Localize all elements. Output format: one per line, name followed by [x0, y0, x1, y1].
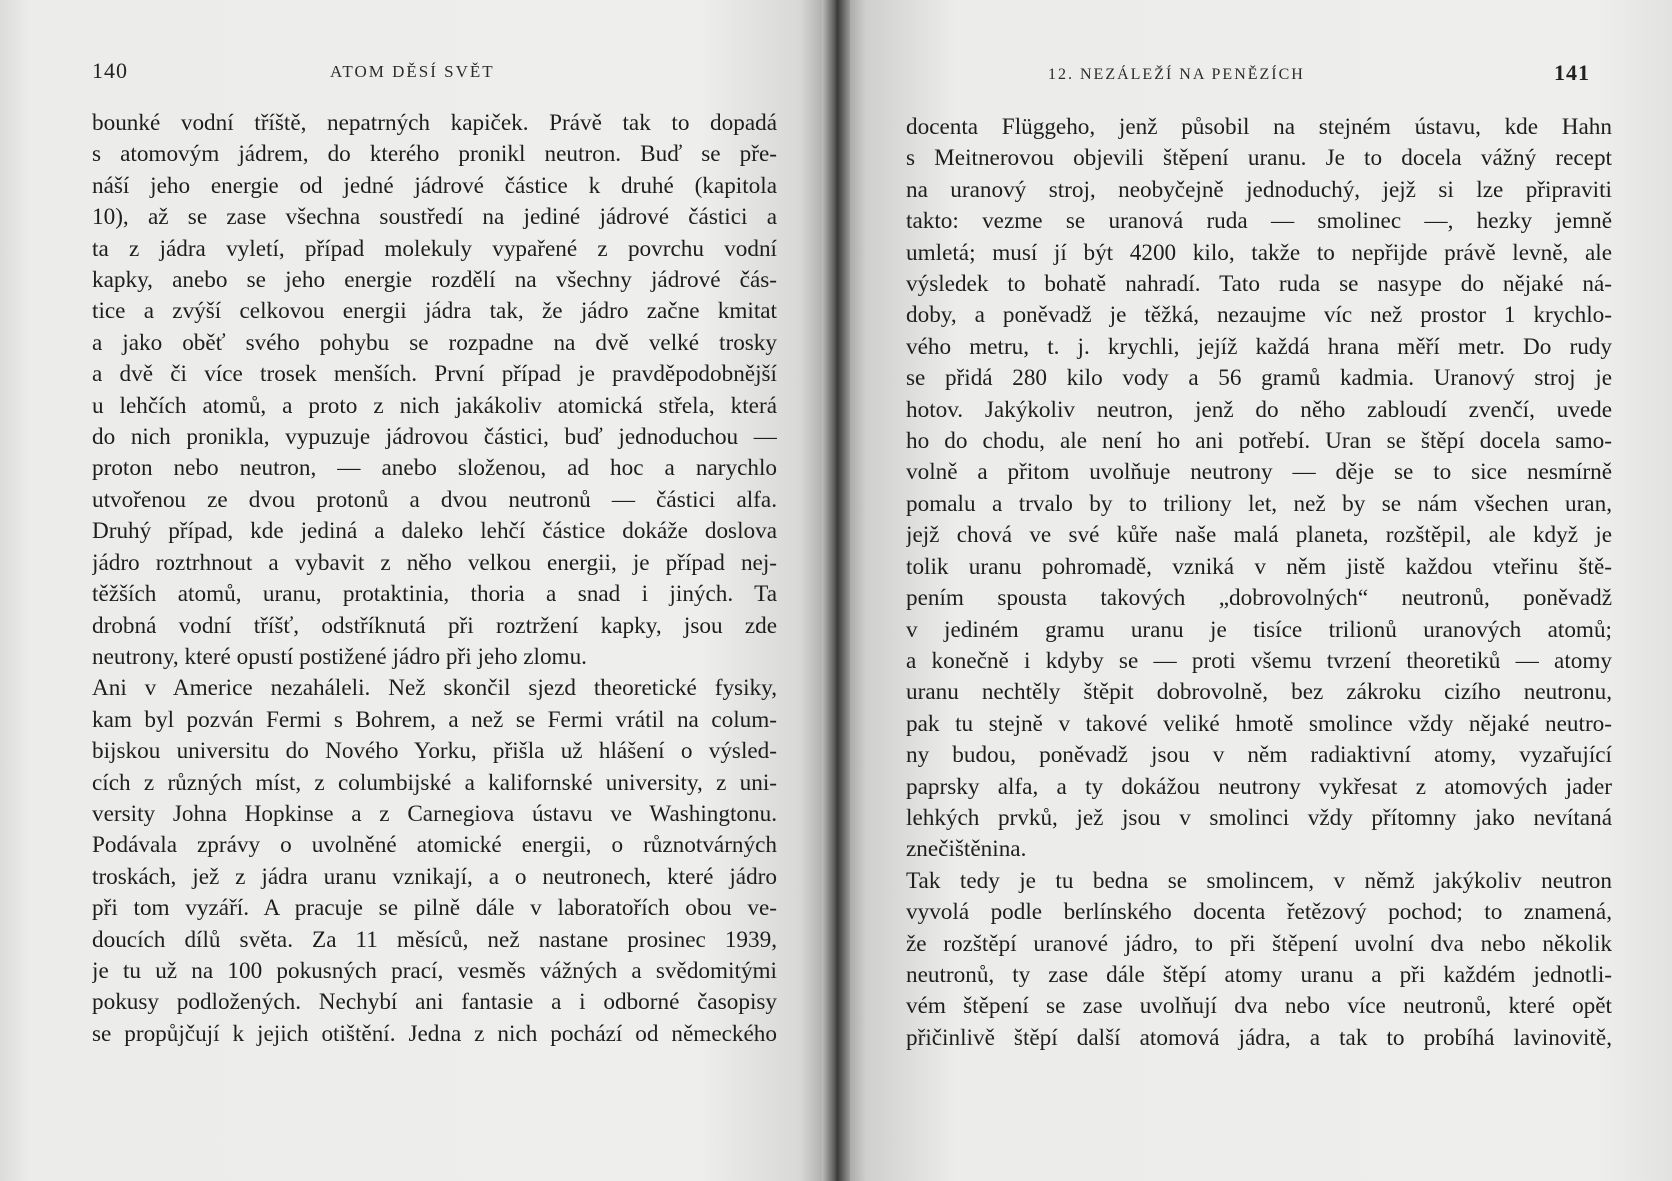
text-line: jádro roztrhnout a vybavit z něho velkou energii, je případ nej- — [92, 549, 777, 576]
text-line: se přidá 280 kilo vody a 56 gramů kadmia. Uranový stroj je — [906, 365, 1612, 392]
text-line: na uranový stroj, neobyčejně jednoduchý, jejž si lze připraviti — [906, 176, 1612, 203]
text-line: pením spousta takových „dobrovolných“ neutronů, poněvadž — [906, 585, 1612, 612]
right-page — [836, 0, 1672, 1181]
text-line: cích z různých míst, z columbijské a kalifornské university, z uni- — [92, 769, 777, 796]
running-head-right: 12. NEZÁLEŽÍ NA PENĚZÍCH — [1048, 66, 1305, 83]
running-head-left: ATOM DĚSÍ SVĚT — [330, 62, 495, 81]
right-page-text — [906, 112, 1612, 1054]
text-line: v jediném gramu uranu je tisíce trilionů uranových atomů; — [906, 616, 1612, 643]
left-page-text — [92, 108, 777, 1050]
page-number-right: 141 — [1554, 60, 1590, 85]
text-line: bijskou universitu do Nového Yorku, přišla už hlášení o výsled- — [92, 738, 777, 765]
text-line: že rozštěpí uranové jádro, to při štěpení uvolní dva nebo několik — [906, 930, 1612, 957]
text-line: vyvolá podle berlínského docenta řetězový pochod; to znamená, — [906, 899, 1612, 926]
text-line: vém štěpení se zase uvolňují dva nebo více neutronů, které opět — [906, 993, 1612, 1020]
text-line: ho do chodu, ale není ho ani potřebí. Uran se štěpí docela samo- — [906, 428, 1612, 455]
text-line: vého metru, t. j. krychli, jejíž každá hrana měří metr. Do rudy — [906, 333, 1612, 360]
text-line: proton nebo neutron, — anebo složenou, ad hoc a narychlo — [92, 455, 777, 482]
text-line: neutronů, ty zase dále štěpí atomy uranu a při každém jednotli- — [906, 961, 1612, 988]
text-line: pokusy podložených. Nechybí ani fantasie a i odborné časopisy — [92, 989, 777, 1016]
text-line: bounké vodní tříště, nepatrných kapiček. Právě tak to dopadá — [92, 110, 777, 136]
text-line: při tom vyzáří. A pracuje se pilně dále v laboratořích obou ve- — [92, 895, 777, 922]
text-line: znečištěnina. — [906, 836, 1027, 863]
text-line: ny budou, poněvadž jsou v něm radiaktivní atomy, vyzařující — [906, 742, 1612, 769]
text-line: kapky, anebo se jeho energie rozdělí na všechny jádrové čás- — [92, 267, 777, 294]
text-line: s atomovým jádrem, do kterého pronikl neutron. Buď se pře- — [92, 141, 777, 168]
text-line: 10), až se zase všechna soustředí na jediné jádrové částici a — [92, 204, 777, 231]
text-line: takto: vezme se uranová ruda — smolinec —, hezky jemně — [906, 208, 1612, 235]
text-line: a dvě či více trosek menších. První případ je pravděpodobnější — [92, 361, 777, 388]
text-line: versity Johna Hopkinse a z Carnegiova ústavu ve Washingtonu. — [92, 800, 777, 827]
text-line: Druhý případ, kde jediná a daleko lehčí částice dokáže doslova — [92, 518, 777, 545]
page-number-left: 140 — [92, 58, 128, 83]
text-line: umletá; musí jí být 4200 kilo, takže to nepřijde právě levně, ale — [906, 239, 1612, 266]
text-line: doucích dílů světa. Za 11 měsíců, než nastane prosinec 1939, — [92, 926, 777, 953]
text-line: drobná vodní tříšť, odstříknutá při roztržení kapky, jsou zde — [92, 612, 777, 639]
text-line: výsledek to bohatě nahradí. Tato ruda se nasype do nějaké ná- — [906, 271, 1612, 298]
text-line: neutrony, které opustí postižené jádro při jeho zlomu. — [92, 643, 587, 670]
text-line: tice a zvýší celkovou energii jádra tak, že jádro začne kmitat — [92, 298, 777, 325]
text-line: Podávala zprávy o uvolněné atomické energii, o různotvárných — [92, 832, 777, 859]
text-line: a jako oběť svého pohybu se rozpadne na dvě velké trosky — [92, 329, 777, 356]
text-line: troskách, jež z jádra uranu vznikají, a o neutronech, které jádro — [92, 863, 777, 890]
text-line: pomalu a trvalo by to triliony let, než by se nám všechen uran, — [906, 490, 1612, 517]
text-line: ta z jádra vyletí, případ molekuly vypařené z povrchu vodní — [92, 235, 777, 262]
text-line: volně a přitom uvolňuje neutrony — děje se to sice nesmírně — [906, 459, 1612, 486]
text-line: do nich pronikla, vypuzuje jádrovou částici, buď jednoduchou — — [92, 424, 777, 451]
text-line: s Meitnerovou objevili štěpení uranu. Je to docela vážný recept — [906, 145, 1612, 172]
text-line: uranu nechtěly štěpit dobrovolně, bez zákroku cizího neutronu, — [906, 679, 1612, 706]
text-line: je tu už na 100 pokusných prací, vesměs vážných a svědomitými — [92, 957, 777, 984]
text-line: doby, a poněvadž je těžká, nezaujme víc než prostor 1 krychlo- — [906, 302, 1612, 329]
text-line: tolik uranu pohromadě, vzniká v něm jistě každou vteřinu ště- — [906, 553, 1612, 580]
text-line: přičinlivě štěpí další atomová jádra, a tak to probíhá lavinovitě, — [906, 1024, 1612, 1051]
text-line: Tak tedy je tu bedna se smolincem, v němž jakýkoliv neutron — [906, 867, 1612, 894]
text-line: paprsky alfa, a ty dokážou neutrony vykřesat z atomových jader — [906, 773, 1612, 800]
book-gutter — [822, 0, 850, 1181]
text-line: Ani v Americe nezaháleli. Než skončil sjezd theoretické fysiky, — [92, 675, 777, 702]
text-line: kam byl pozván Fermi s Bohrem, a než se Fermi vrátil na colum- — [92, 706, 777, 733]
text-line: jejž chová ve své kůře naše malá planeta, rozštěpil, ale když je — [906, 522, 1612, 549]
text-line: utvořenou ze dvou protonů a dvou neutronů — částici alfa. — [92, 486, 777, 513]
text-line: hotov. Jakýkoliv neutron, jenž do něho zabloudí zvenčí, uvede — [906, 396, 1612, 423]
text-line: těžších atomů, uranu, protaktinia, thoria a snad i jiných. Ta — [92, 581, 777, 608]
text-line: a konečně i kdyby se — proti všemu tvrzení theoretiků — atomy — [906, 647, 1612, 674]
text-line: se propůjčují k jejich otištění. Jedna z nich pochází od německého — [92, 1020, 777, 1047]
text-line: pak tu stejně v takové veliké hmotě smolince vždy nějaké neutro- — [906, 710, 1612, 737]
text-line: docenta Flüggeho, jenž působil na stejném ústavu, kde Hahn — [906, 114, 1612, 140]
text-line: náší jeho energie od jedné jádrové částice k druhé (kapitola — [92, 172, 777, 199]
text-line: lehkých prvků, jež jsou v smolinci vždy přítomny jako nevítaná — [906, 804, 1612, 831]
text-line: u lehčích atomů, a proto z nich jakákoliv atomická střela, která — [92, 392, 777, 419]
